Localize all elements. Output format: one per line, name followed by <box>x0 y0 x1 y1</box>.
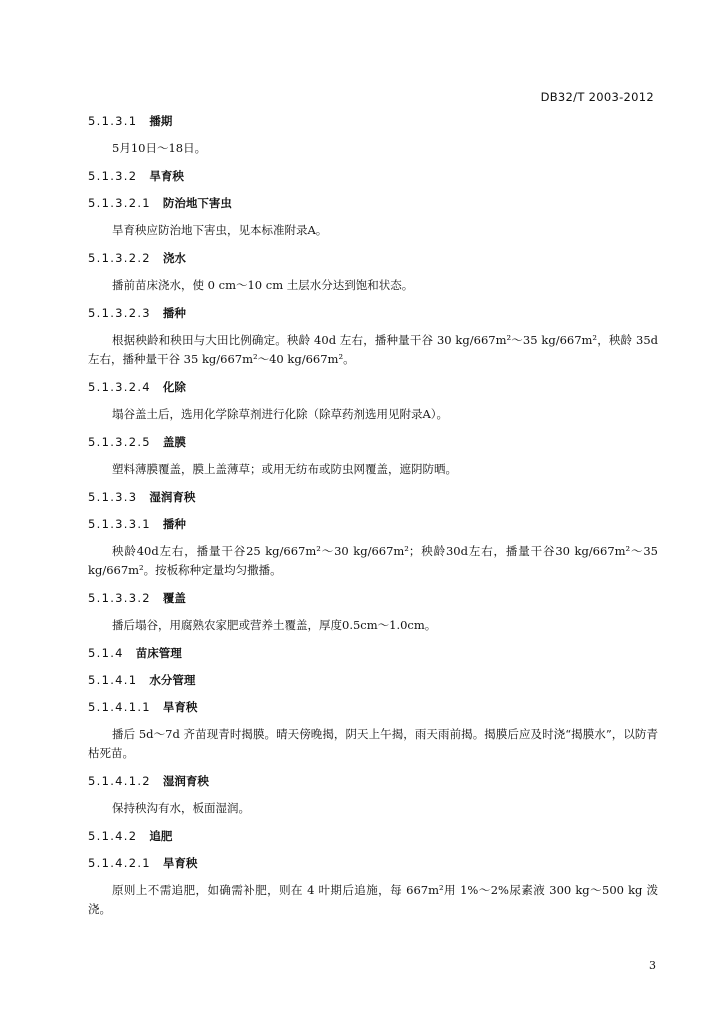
section-title: 旱育秧 <box>162 700 198 714</box>
body-paragraph: 塌谷盖土后，选用化学除草剂进行化除（除草药剂选用见附录A）。 <box>112 407 449 421</box>
section-number: 5.1.3.1 <box>88 114 138 128</box>
section-heading <box>88 589 658 616</box>
section-heading <box>88 488 658 515</box>
section-heading <box>88 827 658 854</box>
section-heading <box>88 378 658 405</box>
section-title: 湿润育秧 <box>162 774 209 788</box>
section-title: 化除 <box>162 380 186 394</box>
section-number: 5.1.3.3.1 <box>88 517 151 531</box>
section-number: 5.1.4.1.1 <box>88 700 151 714</box>
section-heading <box>88 167 658 194</box>
body-paragraph: 塑料薄膜覆盖，膜上盖薄草；或用无纺布或防虫网覆盖，遮阴防晒。 <box>112 462 457 476</box>
section-number: 5.1.4 <box>88 646 124 660</box>
body-paragraph: 根据秧龄和秧田与大田比例确定。秧龄 40d 左右，播种量干谷 30 kg/667m²～35 kg/667m²，秧龄 35d 左右，播种量干谷 35 kg/667m²～40 kg/667m²。 <box>88 333 658 366</box>
section-heading <box>88 194 658 221</box>
section-number: 5.1.4.2 <box>88 829 138 843</box>
section-heading <box>88 515 658 542</box>
body-paragraph: 旱育秧应防治地下害虫，见本标准附录A。 <box>112 223 328 237</box>
section-title: 防治地下害虫 <box>162 196 232 210</box>
section-number: 5.1.3.2.1 <box>88 196 151 210</box>
body-paragraph: 保持秧沟有水，板面湿润。 <box>112 801 250 815</box>
page-number: 3 <box>649 959 656 972</box>
section-title: 覆盖 <box>162 591 186 605</box>
section-number: 5.1.3.2.3 <box>88 306 151 320</box>
section-number: 5.1.3.3 <box>88 490 138 504</box>
section-heading <box>88 433 658 460</box>
body-paragraph: 秧龄40d左右，播量干谷25 kg/667m²～30 kg/667m²；秧龄30d左右，播量干谷30 kg/667m²～35 kg/667m²。按板称种定量均匀撒播。 <box>88 544 658 577</box>
section-heading <box>88 644 658 671</box>
body-paragraph: 播后 5d～7d 齐苗现青时揭膜。晴天傍晚揭，阴天上午揭，雨天雨前揭。揭膜后应及时浇“揭膜水”，以防青枯死苗。 <box>88 727 658 760</box>
section-heading <box>88 304 658 331</box>
section-title: 旱育秧 <box>162 856 198 870</box>
section-number: 5.1.3.2 <box>88 169 138 183</box>
section-number: 5.1.4.2.1 <box>88 856 151 870</box>
section-heading <box>88 772 658 799</box>
section-title: 浇水 <box>162 251 186 265</box>
section-heading <box>88 249 658 276</box>
body-paragraph: 原则上不需追肥，如确需补肥，则在 4 叶期后追施，每 667m²用 1%～2%尿素液 300 kg～500 kg 泼浇。 <box>88 883 658 916</box>
section-title: 盖膜 <box>162 435 186 449</box>
document-body <box>88 112 658 928</box>
section-number: 5.1.3.2.4 <box>88 380 151 394</box>
section-title: 苗床管理 <box>135 646 182 660</box>
section-heading <box>88 854 658 881</box>
document-id: DB32/T 2003-2012 <box>540 90 654 104</box>
section-number: 5.1.3.2.5 <box>88 435 151 449</box>
section-title: 播种 <box>162 517 186 531</box>
section-title: 水分管理 <box>149 673 196 687</box>
section-heading <box>88 112 658 139</box>
section-title: 播期 <box>149 114 173 128</box>
body-paragraph: 5月10日～18日。 <box>112 141 207 155</box>
section-title: 播种 <box>162 306 186 320</box>
body-paragraph: 播前苗床浇水，使 0 cm～10 cm 土层水分达到饱和状态。 <box>112 278 414 292</box>
section-heading <box>88 698 658 725</box>
body-paragraph: 播后塌谷，用腐熟农家肥或营养土覆盖，厚度0.5cm～1.0cm。 <box>112 618 437 632</box>
section-number: 5.1.3.3.2 <box>88 591 151 605</box>
section-title: 追肥 <box>149 829 173 843</box>
section-number: 5.1.4.1.2 <box>88 774 151 788</box>
section-heading <box>88 671 658 698</box>
section-number: 5.1.3.2.2 <box>88 251 151 265</box>
section-title: 旱育秧 <box>149 169 184 183</box>
section-number: 5.1.4.1 <box>88 673 138 687</box>
section-title: 湿润育秧 <box>149 490 196 504</box>
